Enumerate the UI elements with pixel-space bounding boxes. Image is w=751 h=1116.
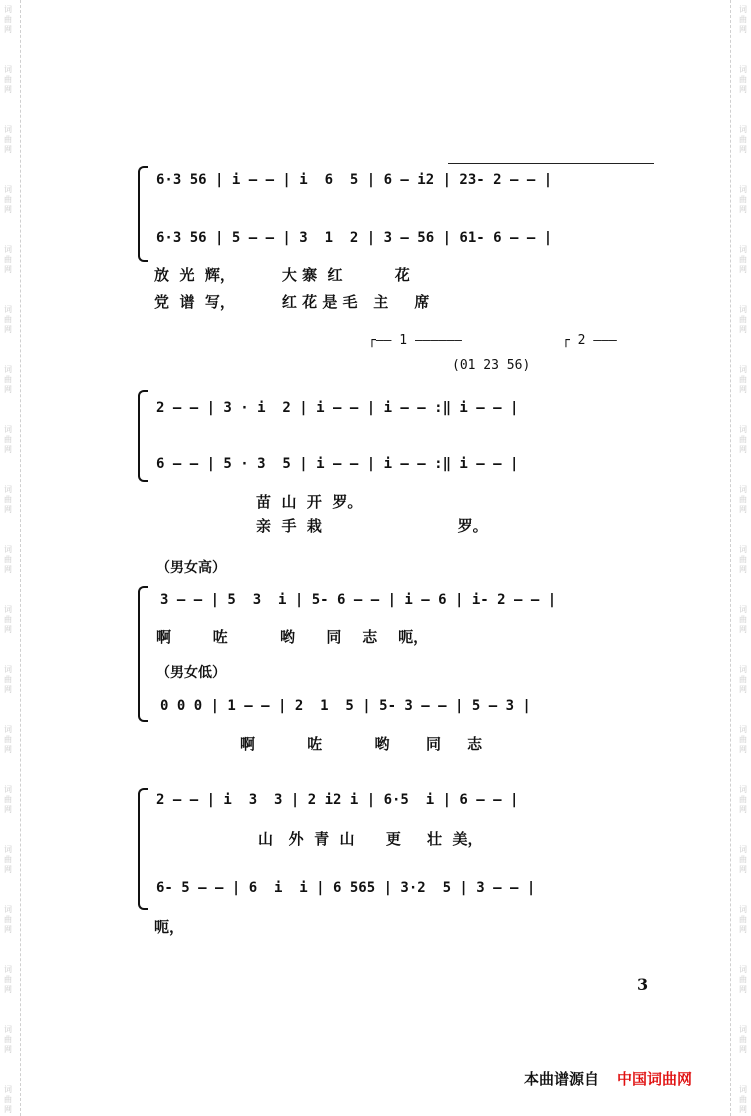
- lyrics-verse-2: 亲 手 栽 罗。: [256, 517, 488, 535]
- right-margin-line: [730, 0, 731, 1116]
- watermark-mark: 词 曲 网: [739, 785, 747, 814]
- watermark-mark: 词 曲 网: [739, 425, 747, 454]
- watermark-mark: 词 曲 网: [739, 125, 747, 154]
- watermark-mark: 词 曲 网: [739, 5, 747, 34]
- watermark-mark: 词 曲 网: [4, 965, 12, 994]
- upper-staff-notes: 2 — — | i 3 3 | 2 i2 i | 6·5 i | 6 — — |: [156, 792, 519, 808]
- phrase-line: [448, 163, 654, 164]
- watermark-mark: 词 曲 网: [739, 725, 747, 754]
- watermark-mark: 词 曲 网: [739, 545, 747, 574]
- pickup-notes: (01 23 56): [452, 358, 531, 373]
- source-credit: [524, 1068, 692, 1089]
- watermark-mark: 词 曲 网: [4, 725, 12, 754]
- watermark-mark: 词 曲 网: [4, 665, 12, 694]
- watermark-mark: 词 曲 网: [4, 605, 12, 634]
- watermark-mark: 词 曲 网: [4, 545, 12, 574]
- lyrics-verse-1: 放 光 辉， 大 寨 红 花: [154, 266, 410, 284]
- lower-staff-notes: 6·3 56 | 5 — — | 3 1 2 | 3 — 56 | 61‐ 6 — — |: [156, 230, 553, 246]
- volta-2: ┌ 2 ———: [562, 333, 617, 348]
- part-label-high: （男女高）: [156, 560, 226, 576]
- watermark-mark: 词 曲 网: [4, 905, 12, 934]
- watermark-mark: 词 曲 网: [739, 185, 747, 214]
- brace: [138, 166, 148, 262]
- left-margin-line: [20, 0, 21, 1116]
- watermark-mark: 词 曲 网: [4, 845, 12, 874]
- lyrics-upper: 山 外 青 山 更 壮 美，: [258, 830, 483, 848]
- lyrics-verse-1: 苗 山 开 罗。: [256, 493, 363, 511]
- watermark-mark: 词 曲 网: [739, 965, 747, 994]
- lower-staff-notes: 6‐ 5 — — | 6 i i | 6 565 | 3·2 5 | 3 — — |: [156, 880, 536, 896]
- watermark-mark: 词 曲 网: [4, 365, 12, 394]
- lyrics-lower: 啊 咗 哟 同 志: [240, 735, 483, 753]
- source-prefix: 本曲谱源自: [524, 1070, 600, 1088]
- upper-staff-notes: 6·3 56 | i — — | i 6 5 | 6 — i2 | 23‐ 2 — — |: [156, 172, 553, 188]
- lower-staff-notes: 6 — — | 5 · 3 5 | i — — | i — — :‖ i — — |: [156, 456, 519, 472]
- watermark-mark: 词 曲 网: [739, 665, 747, 694]
- watermark-mark: 词 曲 网: [739, 605, 747, 634]
- watermark-mark: 词 曲 网: [739, 65, 747, 94]
- brace: [138, 390, 148, 482]
- lyrics-lower: 呃，: [154, 918, 185, 936]
- watermark-mark: 词 曲 网: [4, 485, 12, 514]
- watermark-mark: 词 曲 网: [739, 365, 747, 394]
- lower-staff-notes: 0 0 0 | 1 — — | 2 1 5 | 5‐ 3 — — | 5 — 3 |: [160, 698, 531, 714]
- watermark-mark: 词 曲 网: [739, 485, 747, 514]
- watermark-mark: 词 曲 网: [4, 305, 12, 334]
- watermark-mark: 词 曲 网: [739, 905, 747, 934]
- page-number: 3: [637, 975, 649, 994]
- lyrics-verse-2: 党 谱 写， 红 花 是 毛 主 席: [154, 293, 430, 311]
- watermark-mark: 词 曲 网: [739, 1025, 747, 1054]
- brace: [138, 586, 148, 722]
- watermark-mark: 词 曲 网: [4, 1025, 12, 1054]
- watermark-mark: 词 曲 网: [739, 845, 747, 874]
- brace: [138, 788, 148, 910]
- watermark-mark: 词 曲 网: [4, 425, 12, 454]
- upper-staff-notes: 2 — — | 3 · i 2 | i — — | i — — :‖ i — — |: [156, 400, 519, 416]
- watermark-mark: 词 曲 网: [4, 785, 12, 814]
- watermark-mark: 词 曲 网: [739, 245, 747, 274]
- upper-staff-notes: 3 — — | 5 3 i | 5‐ 6 — — | i — 6 | i‐ 2 — — |: [160, 592, 557, 608]
- watermark-mark: 词 曲 网: [4, 125, 12, 154]
- watermark-mark: 词 曲 网: [739, 1085, 747, 1114]
- volta-1: ┌—— 1 ——————: [368, 333, 462, 348]
- watermark-mark: 词 曲 网: [739, 305, 747, 334]
- source-site-link[interactable]: 中国词曲网: [617, 1070, 693, 1088]
- watermark-mark: 词 曲 网: [4, 65, 12, 94]
- watermark-mark: 词 曲 网: [4, 1085, 12, 1114]
- watermark-mark: 词 曲 网: [4, 245, 12, 274]
- lyrics-upper: 啊 咗 哟 同 志 呃，: [156, 628, 429, 646]
- watermark-mark: 词 曲 网: [4, 5, 12, 34]
- part-label-low: （男女低）: [156, 665, 226, 681]
- watermark-mark: 词 曲 网: [4, 185, 12, 214]
